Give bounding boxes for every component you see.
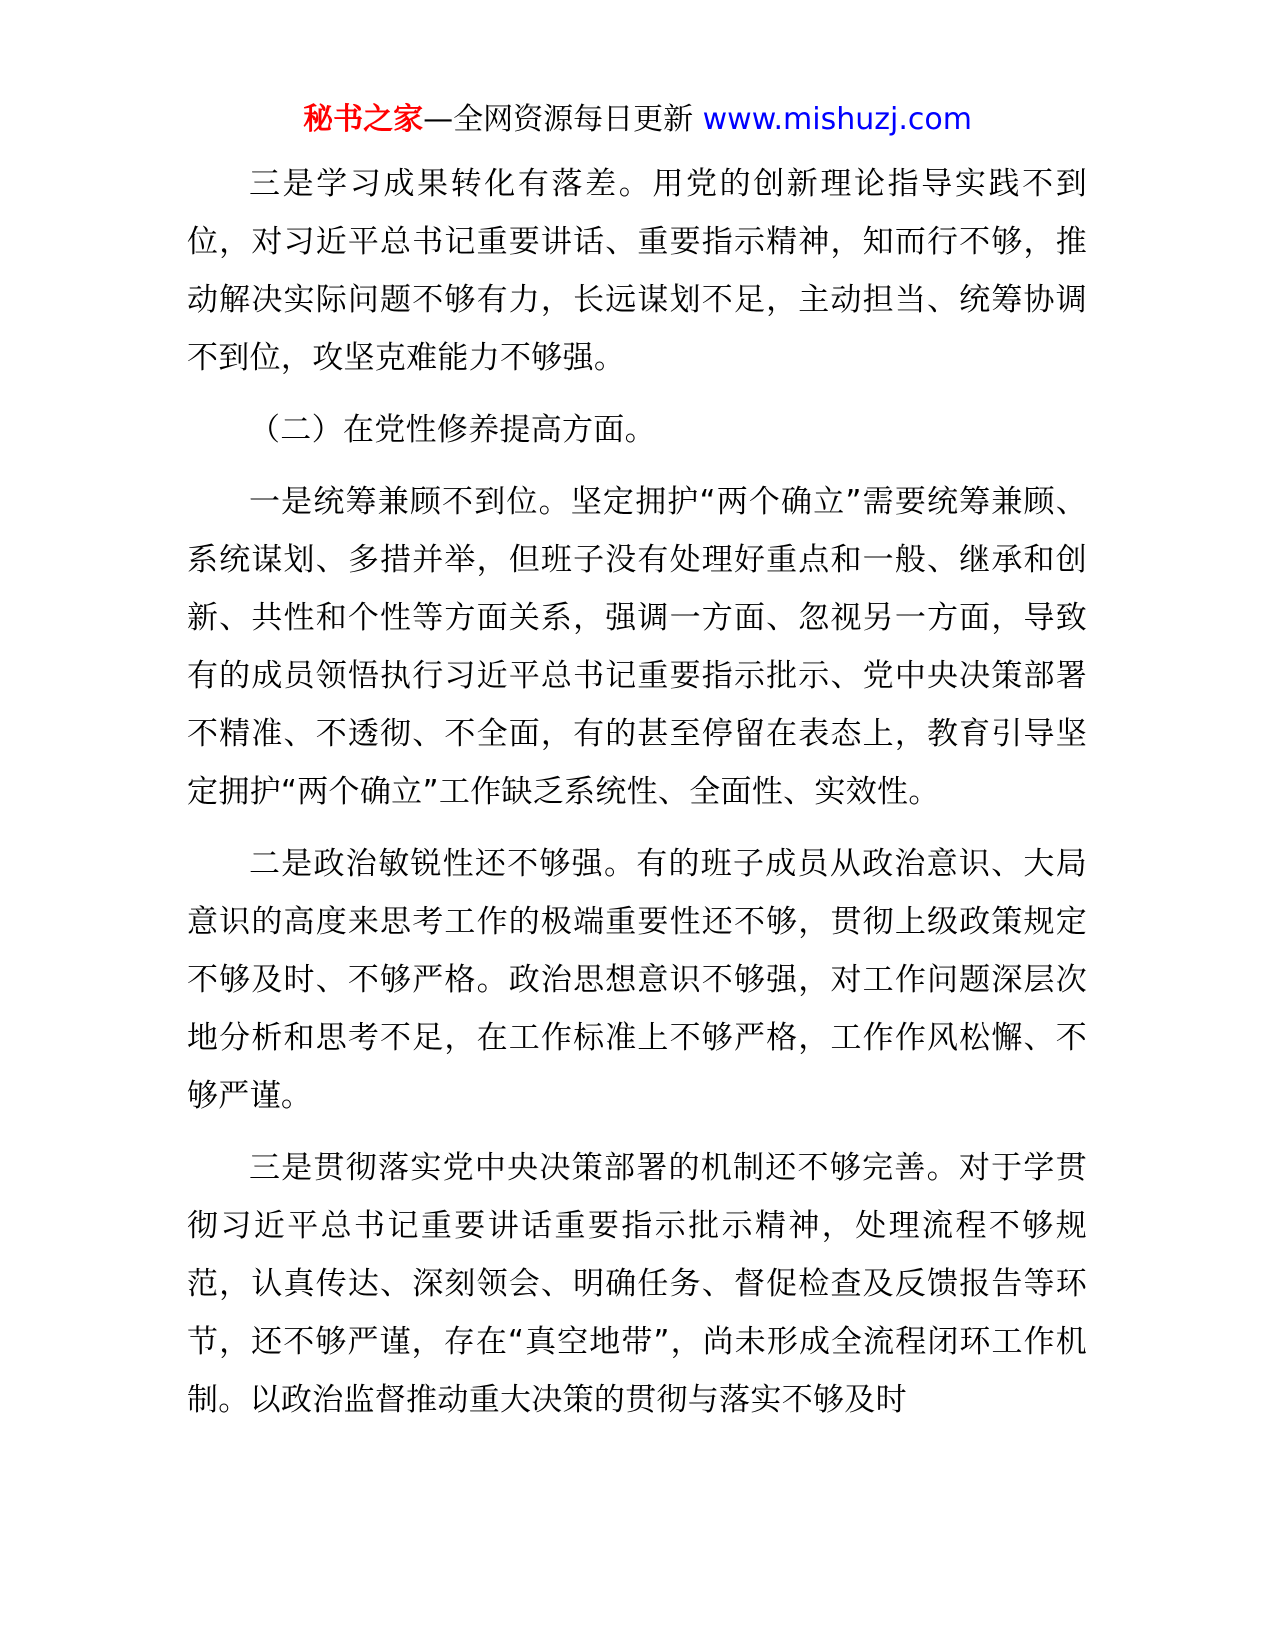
paragraph-4: 三是贯彻落实党中央决策部署的机制还不够完善。对于学贯彻习近平总书记重要讲话重要指示批示精神，处理流程不够规范，认真传达、深刻领会、明确任务、督促检查及反馈报告等环节，还不够严谨，存在“真空地带”，尚未形成全流程闭环工作机制。以政治监督推动重大决策的贯彻与落实不够及时 bbox=[187, 1150, 1087, 1418]
paragraph-3: 二是政治敏锐性还不够强。有的班子成员从政治意识、大局意识的高度来思考工作的极端重要性还不够，贯彻上级政策规定不够及时、不够严格。政治思想意识不够强，对工作问题深层次地分析和思考不足，在工作标准上不够严格，工作作风松懈、不够严谨。 bbox=[187, 846, 1087, 1114]
page-header bbox=[0, 98, 1275, 142]
section-heading: （二）在党性修养提高方面。 bbox=[249, 412, 656, 448]
paragraph-1: 三是学习成果转化有落差。用党的创新理论指导实践不到位，对习近平总书记重要讲话、重要指示精神，知而行不够，推动解决实际问题不够有力，长远谋划不足，主动担当、统筹协调不到位，攻坚克难能力不够强。 bbox=[187, 166, 1087, 376]
document-body bbox=[187, 155, 1087, 1443]
header-tagline: —全网资源每日更新 bbox=[423, 102, 694, 137]
paragraph-2: 一是统筹兼顾不到位。坚定拥护“两个确立”需要统筹兼顾、系统谋划、多措并举，但班子没有处理好重点和一般、继承和创新、共性和个性等方面关系，强调一方面、忽视另一方面，导致有的成员领悟执行习近平总书记重要指示批示、党中央决策部署不精准、不透彻、不全面，有的甚至停留在表态上，教育引导坚定拥护“两个确立”工作缺乏系统性、全面性、实效性。 bbox=[187, 484, 1087, 810]
site-url-link[interactable]: www.mishuzj.com bbox=[702, 102, 972, 137]
brand-name: 秘书之家 bbox=[303, 102, 424, 137]
